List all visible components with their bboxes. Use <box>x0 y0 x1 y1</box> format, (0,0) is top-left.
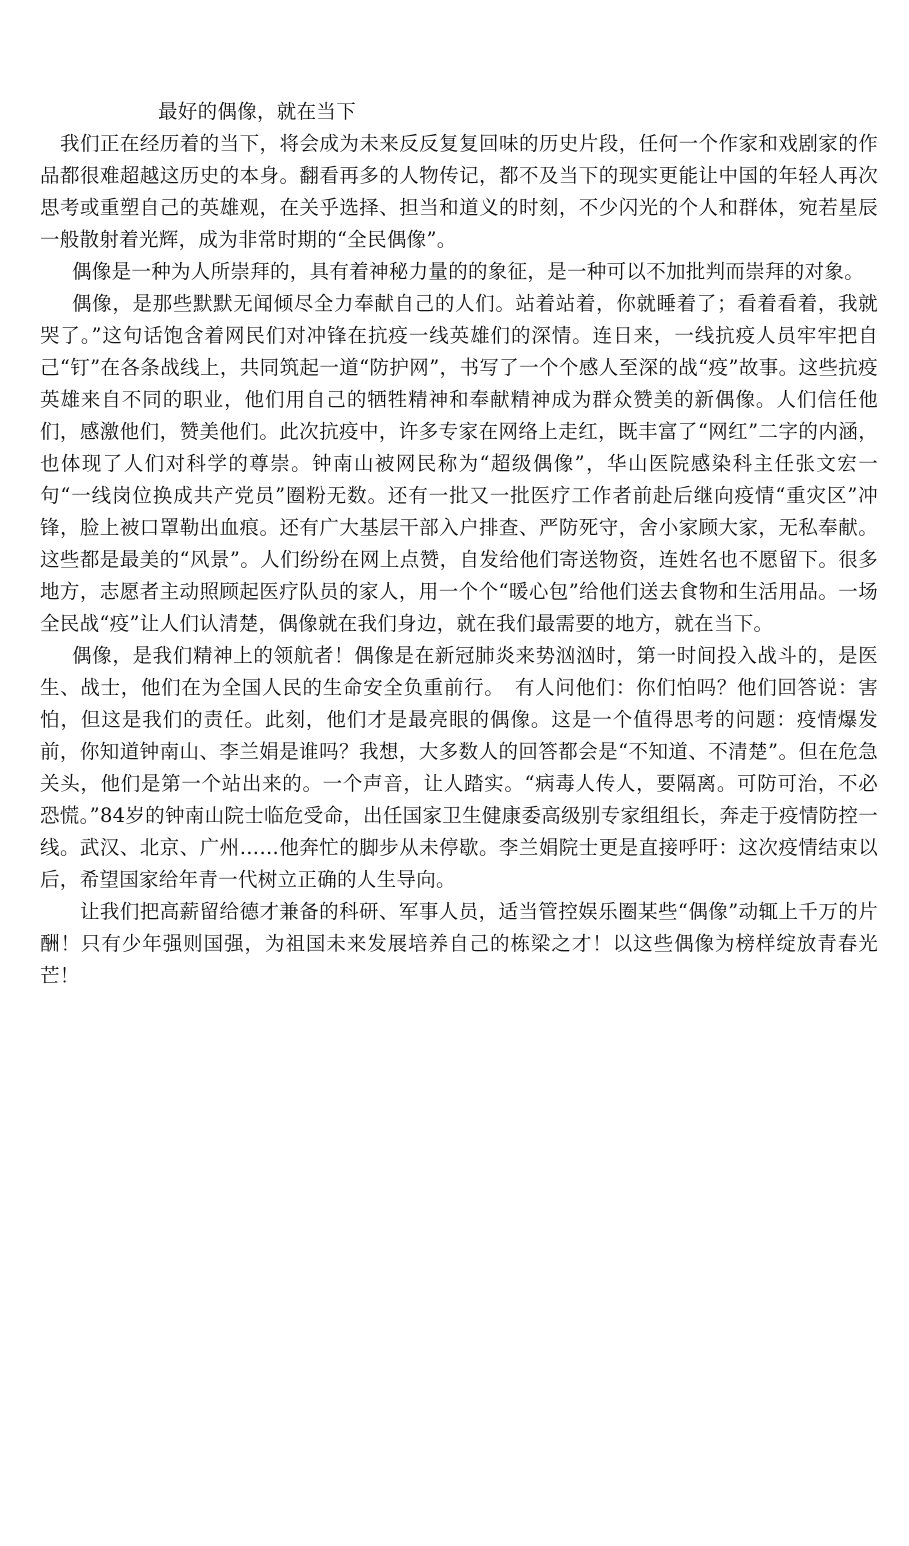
paragraph-3: 偶像，是那些默默无闻倾尽全力奉献自己的人们。站着站着，你就睡着了；看着看着，我就哭了。”这句话饱含着网民们对冲锋在抗疫一线英雄们的深情。连日来，一线抗疫人员牢牢把自己“钉”在各条战线上，共同筑起一道“防护网”，书写了一个个感人至深的战“疫”故事。这些抗疫英雄来自不同的职业，他们用自己的牺牲精神和奉献精神成为群众赞美的新偶像。人们信任他们，感激他们，赞美他们。此次抗疫中，许多专家在网络上走红，既丰富了“网红”二字的内涵，也体现了人们对科学的尊崇。钟南山被网民称为“超级偶像”，华山医院感染科主任张文宏一句“一线岗位换成共产党员”圈粉无数。还有一批又一批医疗工作者前赴后继向疫情“重灾区”冲锋，脸上被口罩勒出血痕。还有广大基层干部入户排查、严防死守，舍小家顾大家，无私奉献。这些都是最美的“风景”。人们纷纷在网上点赞，自发给他们寄送物资，连姓名也不愿留下。很多地方，志愿者主动照顾起医疗队员的家人，用一个个“暖心包”给他们送去食物和生活用品。一场全民战“疫”让人们认清楚，偶像就在我们身边，就在我们最需要的地方，就在当下。 <box>40 292 878 635</box>
document-title: 最好的偶像，就在当下 <box>158 100 357 123</box>
paragraph-5: 让我们把高薪留给德才兼备的科研、军事人员，适当管控娱乐圈某些“偶像”动辄上千万的片酬！只有少年强则国强，为祖国未来发展培养自己的栋梁之才！以这些偶像为榜样绽放青春光芒！ <box>40 900 878 987</box>
document-body <box>40 96 878 992</box>
paragraph-4: 偶像，是我们精神上的领航者！偶像是在新冠肺炎来势汹汹时，第一时间投入战斗的，是医生、战士，他们在为全国人民的生命安全负重前行。 有人问他们：你们怕吗？他们回答说：害怕，但这是我们的责任。此刻，他们才是最亮眼的偶像。这是一个值得思考的问题：疫情爆发前，你知道钟南山、李兰娟是谁吗？我想，大多数人的回答都会是“不知道、不清楚”。但在危急关头，他们是第一个站出来的。一个声音，让人踏实。“病毒人传人，要隔离。可防可治，不必恐慌。”84岁的钟南山院士临危受命，出任国家卫生健康委高级别专家组组长，奔走于疫情防控一线。武汉、北京、广州……他奔忙的脚步从未停歇。李兰娟院士更是直接呼吁：这次疫情结束以后，希望国家给年青一代树立正确的人生导向。 <box>40 644 878 891</box>
paragraph-2: 偶像是一种为人所崇拜的，具有着神秘力量的的象征，是一种可以不加批判而崇拜的对象。 <box>72 260 865 283</box>
paragraph-1: 我们正在经历着的当下，将会成为未来反反复复回味的历史片段，任何一个作家和戏剧家的作品都很难超越这历史的本身。翻看再多的人物传记，都不及当下的现实更能让中国的年轻人再次思考或重塑自己的英雄观，在关乎选择、担当和道义的时刻，不少闪光的个人和群体，宛若星辰一般散射着光辉，成为非常时期的“全民偶像”。 <box>40 132 878 251</box>
